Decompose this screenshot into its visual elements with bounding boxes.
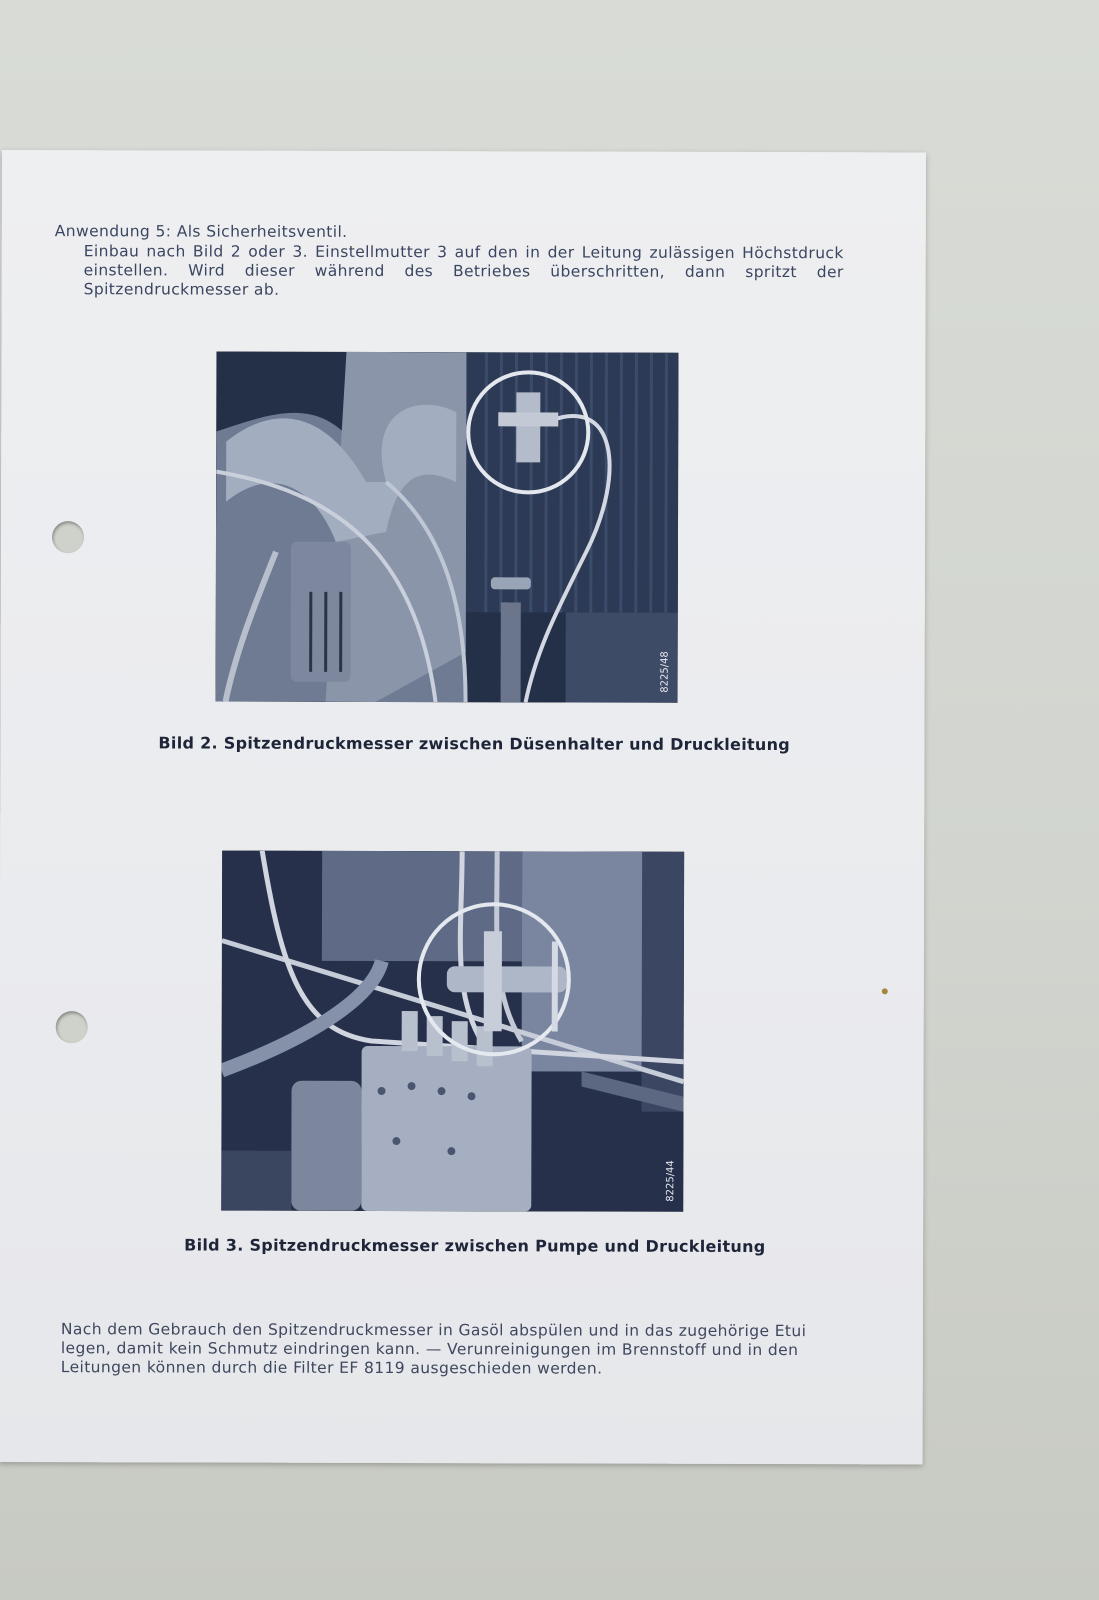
- figure-2-photo: [216, 352, 679, 703]
- punch-hole-bottom: [56, 1011, 88, 1043]
- section-heading: Anwendung 5: Als Sicherheitsventil.: [54, 222, 348, 241]
- figure-3-caption: Bild 3. Spitzendruckmesser zwischen Pumpe und Druckleitung: [184, 1235, 766, 1257]
- figure-3-photo: [221, 851, 684, 1212]
- figure-3-stamp: 8225/44: [665, 1160, 677, 1202]
- section-body: Einbau nach Bild 2 oder 3. Einstellmutter 3 auf den in der Leitung zulässigen Höchstdruck einstellen. Wird dieser während des Betriebes überschritten, dann spritzt der Spitzendruckmesser ab.: [83, 242, 844, 299]
- figure-2-caption: Bild 2. Spitzendruckmesser zwischen Düsenhalter und Druckleitung: [158, 733, 791, 755]
- figure-2-stamp: 8225/48: [659, 651, 671, 693]
- paper-speck: [882, 988, 888, 994]
- closing-paragraph: Nach dem Gebrauch den Spitzendruckmesser in Gasöl abspülen und in das zugehörige Etui legen, damit kein Schmutz eindringen kann. — Verunreinigungen im Brennstoff und in den Leitungen können durch die Filter EF 8119 ausgeschieden werden.: [60, 1320, 807, 1378]
- punch-hole-top: [52, 521, 84, 553]
- document-page: [0, 150, 926, 1464]
